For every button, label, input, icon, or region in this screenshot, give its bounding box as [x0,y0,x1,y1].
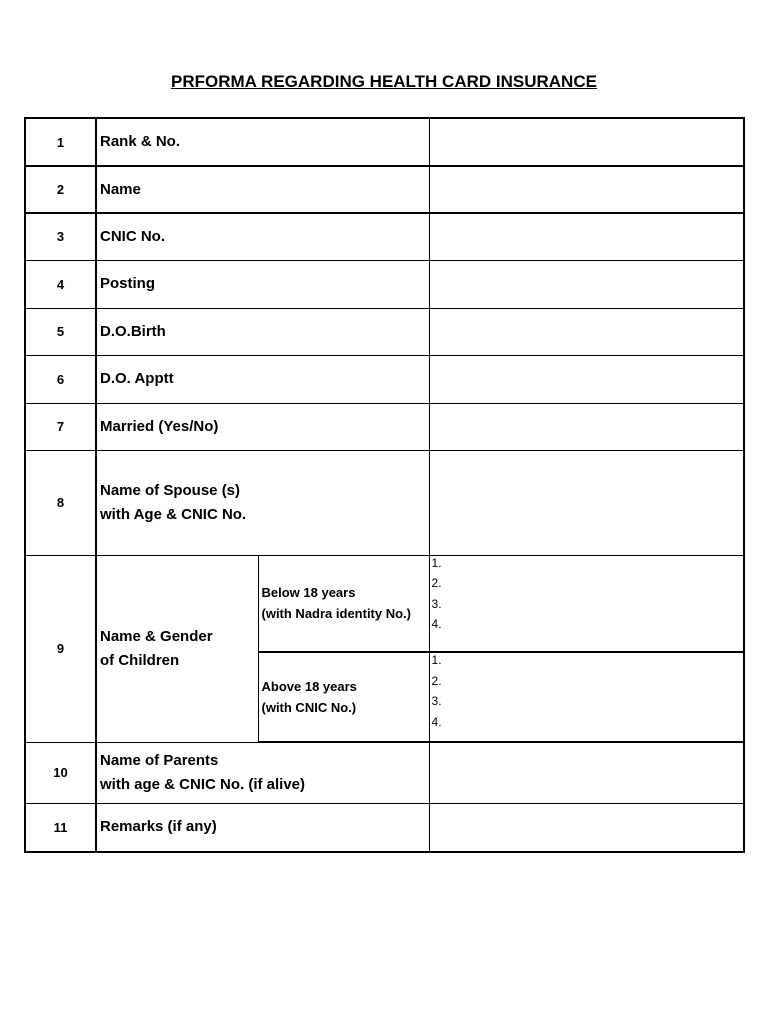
below-18-label [258,555,429,652]
row-number: 5 [25,308,96,355]
children-label-line2: of Children [100,651,180,669]
field-label-remarks: Remarks (if any) [96,803,429,852]
spouse-label-line2: with Age & CNIC No. [100,505,247,523]
below-18-line1: Below 18 years [261,585,356,601]
list-item: 4. [431,617,442,631]
list-item: 2. [431,576,442,590]
table-row [25,355,744,403]
list-item: 4. [431,714,442,729]
name-value-cell[interactable] [429,166,744,213]
row-number: 8 [25,450,96,555]
field-label-cnic: CNIC No. [96,213,429,260]
below-18-list[interactable] [429,555,744,652]
field-label-dob: D.O.Birth [96,308,429,355]
rank-value-cell[interactable] [429,118,744,166]
row-number: 1 [25,118,96,166]
posting-value-cell[interactable] [429,260,744,308]
table-row [25,450,744,555]
spouse-label-line1: Name of Spouse (s) [100,481,241,499]
above-18-label [258,652,429,742]
list-item: 3. [431,596,442,611]
page-title: PRFORMA REGARDING HEALTH CARD INSURANCE [171,72,597,91]
table-row [25,742,744,803]
table-row [25,803,744,852]
children-label-line1: Name & Gender [100,627,213,645]
spouse-value-cell[interactable] [429,450,744,555]
row-number: 6 [25,355,96,403]
above-18-line1: Above 18 years [261,679,357,694]
field-label-children [96,555,258,742]
below-18-line2: (with Nadra identity No.) [261,606,411,622]
table-row [25,260,744,308]
field-label-spouse [96,450,429,555]
table-row [25,555,744,652]
appointment-value-cell[interactable] [429,355,744,403]
parents-label-line2: with age & CNIC No. (if alive) [100,775,306,793]
row-number: 10 [25,742,96,803]
above-18-line2: (with CNIC No.) [261,700,357,715]
row-number: 2 [25,166,96,213]
dob-value-cell[interactable] [429,308,744,355]
field-label-married: Married (Yes/No) [96,403,429,450]
field-label-appointment: D.O. Apptt [96,355,429,403]
parents-value-cell[interactable] [429,742,744,803]
table-row [25,308,744,355]
table-row [25,403,744,450]
row-number: 3 [25,213,96,260]
row-number: 4 [25,260,96,308]
parents-label-line1: Name of Parents [100,751,219,769]
remarks-value-cell[interactable] [429,803,744,852]
proforma-table [24,117,745,853]
list-item: 1. [431,653,442,667]
table-row [25,166,744,213]
row-number: 11 [25,803,96,852]
table-row [25,118,744,166]
row-number: 7 [25,403,96,450]
list-item: 2. [431,673,442,688]
cnic-value-cell[interactable] [429,213,744,260]
list-item: 1. [431,555,442,570]
field-label-parents [96,742,429,803]
field-label-rank: Rank & No. [96,118,429,166]
list-item: 3. [431,694,442,708]
field-label-posting: Posting [96,260,429,308]
field-label-name: Name [96,166,429,213]
row-number: 9 [25,555,96,742]
married-value-cell[interactable] [429,403,744,450]
above-18-list[interactable] [429,652,744,742]
table-row [25,213,744,260]
